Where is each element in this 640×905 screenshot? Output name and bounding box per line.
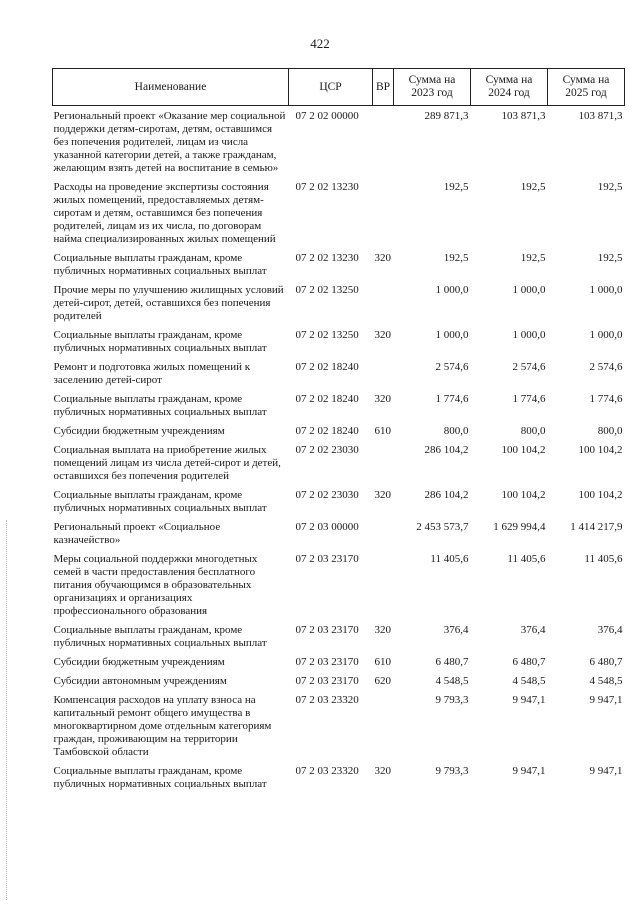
row-sum-2025: 103 871,3 (578, 110, 623, 122)
row-sum-2024: 103 871,3 (501, 110, 546, 122)
table-body (53, 106, 625, 794)
table-row (53, 440, 625, 485)
header-sum-2025: Сумма на 2025 год (548, 69, 625, 106)
row-sum-2023: 6 480,7 (435, 656, 469, 668)
row-vr: 320 (374, 252, 391, 264)
row-sum-2023: 11 405,6 (430, 553, 469, 565)
row-sum-2024: 1 000,0 (512, 284, 546, 296)
row-sum-2024: 800,0 (520, 425, 546, 437)
row-sum-2025: 192,5 (597, 252, 623, 264)
row-vr (373, 106, 394, 178)
row-name: Компенсация расходов на уплату взноса на капитальный ремонт общего имущества в многоквартирном доме отдельным категориям граждан, проживающим на территории Тамбовской области (53, 694, 272, 758)
page-number: 422 (310, 36, 330, 51)
table-header (53, 69, 625, 106)
row-sum-2025: 2 574,6 (589, 361, 623, 373)
table-row (53, 671, 625, 690)
row-csr: 07 2 03 23170 (295, 553, 359, 565)
table-row (53, 280, 625, 325)
row-name: Социальная выплата на приобретение жилых помещений лицам из числа детей-сирот и детей, оставшихся без попечения родителей (53, 444, 281, 482)
row-vr: 610 (374, 656, 391, 668)
row-sum-2025: 1 000,0 (589, 329, 623, 341)
table-row (53, 485, 625, 517)
row-name: Субсидии автономным учреждениям (53, 675, 227, 687)
row-sum-2024: 1 774,6 (512, 393, 546, 405)
table-row (53, 389, 625, 421)
row-sum-2023: 1 000,0 (435, 329, 469, 341)
row-sum-2023: 9 793,3 (435, 694, 469, 706)
table-row (53, 357, 625, 389)
row-vr (373, 549, 394, 620)
header-vr: ВР (373, 69, 394, 106)
row-csr: 07 2 03 23320 (295, 694, 359, 706)
row-name: Субсидии бюджетным учреждениям (53, 425, 225, 437)
row-csr: 07 2 02 13250 (295, 329, 359, 341)
row-sum-2025: 6 480,7 (589, 656, 623, 668)
row-sum-2025: 11 405,6 (584, 553, 623, 565)
row-sum-2025: 1 774,6 (589, 393, 623, 405)
row-vr: 320 (374, 489, 391, 501)
row-csr: 07 2 03 23320 (295, 765, 359, 777)
row-sum-2024: 192,5 (520, 252, 546, 264)
row-csr: 07 2 02 00000 (295, 110, 359, 122)
table-row (53, 761, 625, 793)
table-row (53, 690, 625, 761)
row-sum-2024: 9 947,1 (512, 765, 546, 777)
row-name: Социальные выплаты гражданам, кроме публичных нормативных социальных выплат (53, 252, 267, 277)
scan-edge-mark (6, 520, 8, 900)
row-name: Социальные выплаты гражданам, кроме публичных нормативных социальных выплат (53, 329, 267, 354)
row-csr: 07 2 02 18240 (295, 425, 359, 437)
row-sum-2024: 11 405,6 (507, 553, 546, 565)
row-name: Социальные выплаты гражданам, кроме публичных нормативных социальных выплат (53, 624, 267, 649)
row-sum-2025: 192,5 (597, 181, 623, 193)
row-name: Региональный проект «Социальное казначейство» (53, 521, 221, 546)
table-row (53, 177, 625, 248)
row-sum-2024: 4 548,5 (512, 675, 546, 687)
row-sum-2023: 289 871,3 (424, 110, 469, 122)
row-sum-2023: 800,0 (443, 425, 469, 437)
table-row (53, 106, 625, 178)
row-name: Социальные выплаты гражданам, кроме публичных нормативных социальных выплат (53, 765, 267, 790)
row-name: Меры социальной поддержки многодетных семей в части предоставления бесплатного питания обучающимся в образовательных организациях и организациях профессионального образования (53, 553, 258, 617)
row-csr: 07 2 02 13250 (295, 284, 359, 296)
row-csr: 07 2 02 23030 (295, 444, 359, 456)
row-name: Социальные выплаты гражданам, кроме публичных нормативных социальных выплат (53, 393, 267, 418)
row-vr: 320 (374, 624, 391, 636)
row-sum-2025: 1 000,0 (589, 284, 623, 296)
row-name: Ремонт и подготовка жилых помещений к заселению детей-сирот (53, 361, 251, 386)
row-name: Расходы на проведение экспертизы состояния жилых помещений, предоставляемых детям-сиротам и детям, оставшимся без попечения родителей, лицам из их числа, по договорам найма специализированных жилых помещений (53, 181, 276, 245)
row-sum-2023: 1 000,0 (435, 284, 469, 296)
row-name: Социальные выплаты гражданам, кроме публичных нормативных социальных выплат (53, 489, 267, 514)
row-vr (373, 517, 394, 549)
table-row (53, 325, 625, 357)
row-csr: 07 2 03 23170 (295, 675, 359, 687)
row-sum-2023: 2 453 573,7 (416, 521, 469, 533)
row-sum-2024: 2 574,6 (512, 361, 546, 373)
row-name: Прочие меры по улучшению жилищных условий детей-сирот, детей, оставшихся без попечения родителей (53, 284, 284, 322)
row-vr (373, 357, 394, 389)
row-sum-2025: 100 104,2 (578, 444, 623, 456)
row-sum-2023: 286 104,2 (424, 489, 469, 501)
row-sum-2024: 376,4 (520, 624, 546, 636)
row-sum-2024: 6 480,7 (512, 656, 546, 668)
row-vr: 320 (374, 393, 391, 405)
row-sum-2025: 800,0 (597, 425, 623, 437)
row-sum-2023: 192,5 (443, 181, 469, 193)
row-sum-2024: 1 629 994,4 (493, 521, 546, 533)
row-sum-2025: 4 548,5 (589, 675, 623, 687)
row-vr: 610 (374, 425, 391, 437)
row-vr (373, 280, 394, 325)
row-sum-2023: 4 548,5 (435, 675, 469, 687)
row-sum-2023: 1 774,6 (435, 393, 469, 405)
row-sum-2023: 9 793,3 (435, 765, 469, 777)
row-name: Региональный проект «Оказание мер социальной поддержки детям-сиротам, детям, оставшимся без попечения родителей, лицам из числа указанной категории детей, а также гражданам, желающим взять детей на воспитание в семью» (53, 110, 286, 174)
row-sum-2025: 376,4 (597, 624, 623, 636)
row-sum-2025: 9 947,1 (589, 765, 623, 777)
row-sum-2025: 1 414 217,9 (570, 521, 623, 533)
row-sum-2025: 100 104,2 (578, 489, 623, 501)
table-row (53, 248, 625, 280)
row-vr (373, 690, 394, 761)
row-csr: 07 2 03 00000 (295, 521, 359, 533)
row-csr: 07 2 02 23030 (295, 489, 359, 501)
budget-table (52, 68, 625, 793)
row-sum-2024: 100 104,2 (501, 444, 546, 456)
table-row (53, 517, 625, 549)
row-sum-2024: 100 104,2 (501, 489, 546, 501)
row-sum-2024: 1 000,0 (512, 329, 546, 341)
row-name: Субсидии бюджетным учреждениям (53, 656, 225, 668)
row-csr: 07 2 02 18240 (295, 393, 359, 405)
header-sum-2024: Сумма на 2024 год (471, 69, 548, 106)
row-vr (373, 177, 394, 248)
row-sum-2023: 192,5 (443, 252, 469, 264)
row-sum-2023: 376,4 (443, 624, 469, 636)
table-row (53, 620, 625, 652)
row-sum-2024: 192,5 (520, 181, 546, 193)
header-sum-2023: Сумма на 2023 год (394, 69, 471, 106)
row-sum-2024: 9 947,1 (512, 694, 546, 706)
row-csr: 07 2 02 13230 (295, 181, 359, 193)
table-row (53, 652, 625, 671)
row-sum-2025: 9 947,1 (589, 694, 623, 706)
row-sum-2023: 2 574,6 (435, 361, 469, 373)
header-csr: ЦСР (289, 69, 373, 106)
row-sum-2023: 286 104,2 (424, 444, 469, 456)
row-csr: 07 2 03 23170 (295, 656, 359, 668)
row-vr: 620 (374, 675, 391, 687)
row-vr (373, 440, 394, 485)
table-row (53, 549, 625, 620)
table-row (53, 421, 625, 440)
row-csr: 07 2 03 23170 (295, 624, 359, 636)
header-name: Наименование (53, 69, 289, 106)
row-vr: 320 (374, 765, 391, 777)
row-csr: 07 2 02 18240 (295, 361, 359, 373)
row-vr: 320 (374, 329, 391, 341)
row-csr: 07 2 02 13230 (295, 252, 359, 264)
